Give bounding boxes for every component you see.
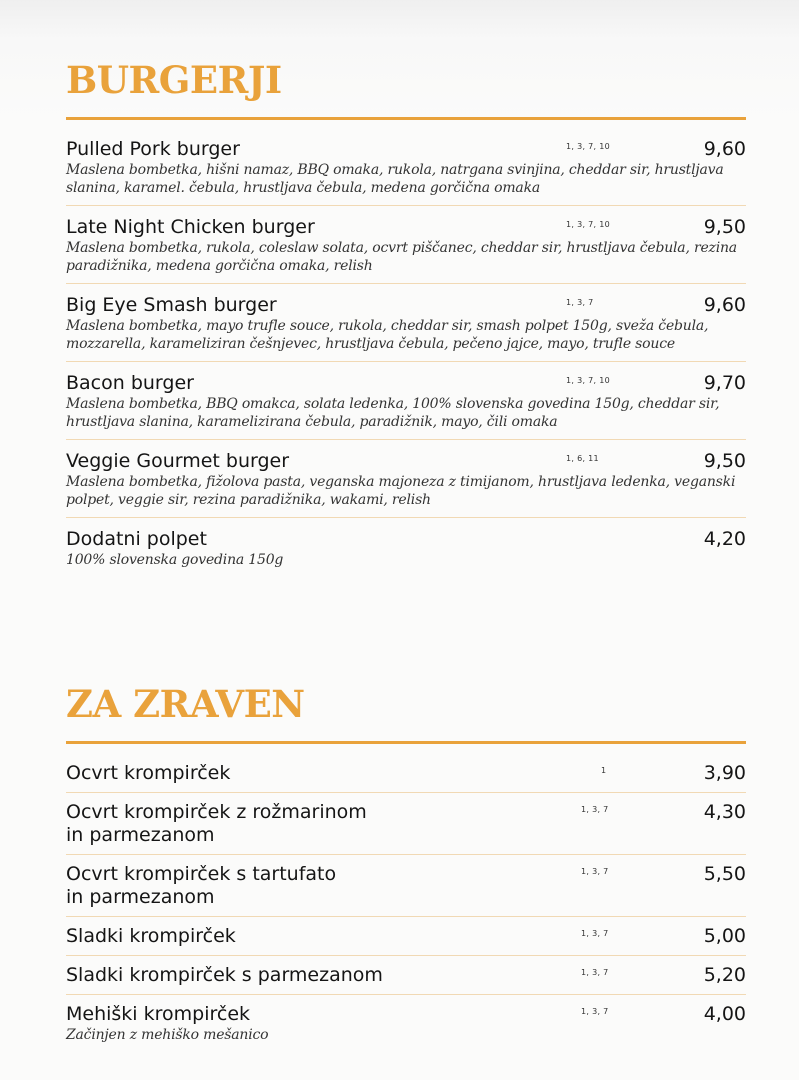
section-title: BURGERJI	[66, 58, 282, 102]
item-divider	[66, 792, 746, 793]
item-divider	[66, 955, 746, 956]
item-name: Ocvrt krompirček	[66, 762, 231, 784]
item-description: Začinjen z mehiško mešanico	[66, 1027, 269, 1043]
item-name: Sladki krompirček s parmezanom	[66, 964, 383, 986]
section-title: ZA ZRAVEN	[66, 682, 305, 726]
menu-item	[66, 964, 746, 987]
item-divider	[66, 283, 746, 284]
menu-item	[66, 216, 746, 275]
item-description: 100% slovenska govedina 150g	[66, 552, 284, 568]
item-divider	[66, 361, 746, 362]
menu-item	[66, 372, 746, 431]
item-divider	[66, 916, 746, 917]
item-allergens: 1, 3, 7	[566, 298, 594, 307]
item-description: Maslena bombetka, hišni namaz, BBQ omaka, rukola, natrgana svinjina, cheddar sir, hrustljava slanina, karamel. čebula, hrustljava čebula, medena gorčična omaka	[66, 162, 724, 196]
item-allergens: 1, 3, 7	[581, 1007, 609, 1016]
item-name: Veggie Gourmet burger	[66, 450, 290, 472]
item-price: 9,60	[703, 138, 746, 160]
item-allergens: 1, 3, 7	[581, 968, 609, 977]
menu-item	[66, 294, 746, 353]
item-name: Ocvrt krompirček s tartufato in parmezanom	[66, 863, 337, 908]
item-description: Maslena bombetka, mayo trufle souce, rukola, cheddar sir, smash polpet 150g, sveža čebula, mozzarella, karameliziran češnjevec, hrustljava čebula, pečeno jajce, mayo, trufle souce	[66, 318, 709, 352]
item-price: 9,60	[703, 294, 746, 316]
item-price: 4,00	[703, 1003, 746, 1025]
menu-item	[66, 528, 746, 569]
item-description: Maslena bombetka, rukola, coleslaw solata, ocvrt piščanec, cheddar sir, hrustljava čebula, rezina paradižnika, medena gorčična omaka, relish	[66, 240, 737, 274]
item-divider	[66, 994, 746, 995]
item-allergens: 1, 3, 7, 10	[566, 376, 611, 385]
item-divider	[66, 517, 746, 518]
item-name: Bacon burger	[66, 372, 194, 394]
item-name: Dodatni polpet	[66, 528, 207, 550]
menu-item	[66, 762, 746, 785]
menu-item	[66, 1003, 746, 1044]
item-divider	[66, 205, 746, 206]
item-price: 5,00	[703, 925, 746, 947]
item-price: 9,50	[703, 216, 746, 238]
item-allergens: 1, 6, 11	[566, 454, 599, 463]
menu-item	[66, 863, 746, 909]
item-allergens: 1, 3, 7	[581, 805, 609, 814]
item-name: Mehiški krompirček	[66, 1003, 251, 1025]
item-divider	[66, 854, 746, 855]
section-divider	[66, 117, 746, 120]
menu-item	[66, 450, 746, 509]
item-price: 9,70	[703, 372, 746, 394]
section-burgerji	[66, 58, 746, 569]
section-divider	[66, 741, 746, 744]
item-price: 5,20	[703, 964, 746, 986]
item-allergens: 1, 3, 7	[581, 867, 609, 876]
menu-item	[66, 801, 746, 847]
section-za-zraven	[66, 682, 746, 1044]
item-allergens: 1, 3, 7, 10	[566, 142, 611, 151]
item-divider	[66, 439, 746, 440]
item-price: 9,50	[703, 450, 746, 472]
item-name: Ocvrt krompirček z rožmarinom in parmezanom	[66, 801, 367, 846]
item-name: Pulled Pork burger	[66, 138, 240, 160]
item-description: Maslena bombetka, fižolova pasta, veganska majoneza z timijanom, hrustljava ledenka, veganski polpet, veggie sir, rezina paradižnika, wakami, relish	[66, 474, 736, 508]
item-name: Sladki krompirček	[66, 925, 236, 947]
menu-item	[66, 138, 746, 197]
item-allergens: 1, 3, 7, 10	[566, 220, 611, 229]
item-allergens: 1	[601, 766, 607, 775]
menu-item	[66, 925, 746, 948]
item-name: Big Eye Smash burger	[66, 294, 277, 316]
item-price: 4,20	[703, 528, 746, 550]
item-price: 4,30	[703, 801, 746, 823]
item-name: Late Night Chicken burger	[66, 216, 315, 238]
item-description: Maslena bombetka, BBQ omakca, solata ledenka, 100% slovenska govedina 150g, cheddar sir, hrustljava slanina, karamelizirana čebula, paradižnik, mayo, čili omaka	[66, 396, 720, 430]
item-price: 5,50	[703, 863, 746, 885]
item-price: 3,90	[703, 762, 746, 784]
item-allergens: 1, 3, 7	[581, 929, 609, 938]
